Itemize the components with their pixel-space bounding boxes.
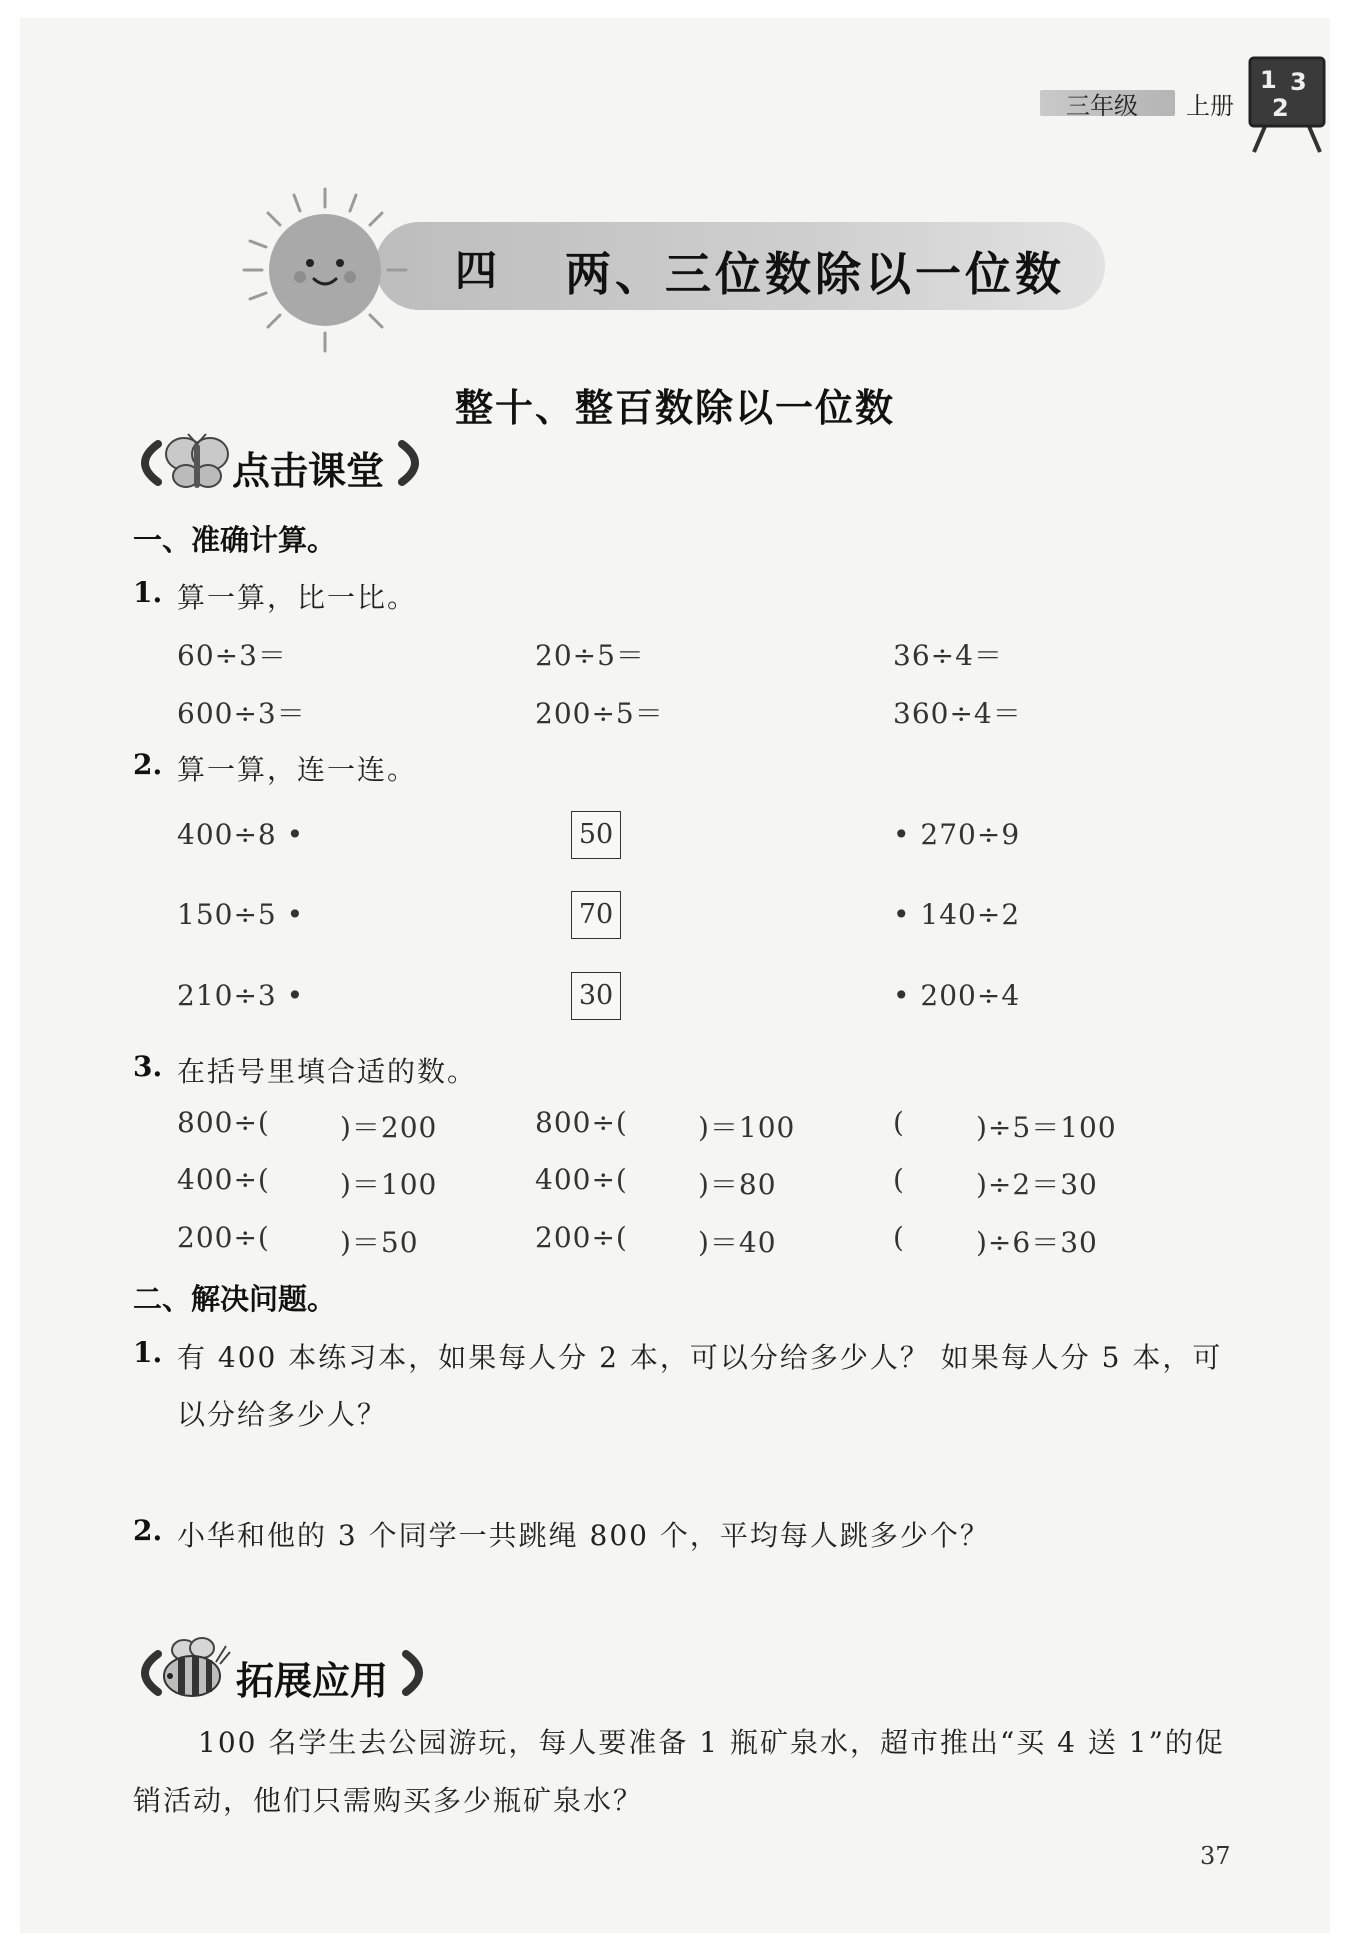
page-number: 37 — [1200, 1842, 1231, 1870]
part2-heading: 二、解决问题。 — [133, 1282, 337, 1316]
q1-number: 1. — [133, 576, 163, 609]
q2-right-expression[interactable]: • 200÷4 — [893, 979, 1021, 1012]
q3-expression-part: ( — [893, 1163, 905, 1196]
lesson-title: 整十、整百数除以一位数 — [454, 386, 895, 430]
q2-number: 2. — [133, 748, 163, 781]
badge-left-cap — [128, 440, 162, 486]
q3-expression-part: )＝50 — [340, 1226, 419, 1259]
q3-expression-part: )÷6＝30 — [976, 1226, 1098, 1259]
q3-expression-part: )÷5＝100 — [976, 1111, 1117, 1144]
q3-expression-part: 400÷( — [177, 1163, 270, 1196]
q2-answer-box[interactable]: 50 — [571, 811, 621, 859]
q3-expression-part: )＝100 — [340, 1168, 438, 1201]
q3-expression-part: )＝80 — [698, 1168, 777, 1201]
q3-expression-part: 400÷( — [535, 1163, 628, 1196]
q1-expression: 600÷3＝ — [177, 697, 306, 730]
chalkboard-icon — [1246, 54, 1328, 154]
q2-answer-box[interactable]: 30 — [571, 972, 621, 1020]
q3-expression-part: 200÷( — [177, 1221, 270, 1254]
board-digit-1: 1 — [1260, 66, 1277, 94]
q3-number: 3. — [133, 1050, 163, 1083]
badge-right-cap — [402, 1650, 436, 1696]
q1-expression: 20÷5＝ — [535, 639, 645, 672]
part1-heading: 一、准确计算。 — [133, 523, 337, 557]
p1-text-line2: 以分给多少人？ — [177, 1398, 388, 1431]
q3-expression-part: 800÷( — [535, 1106, 628, 1139]
q3-expression-part: )＝100 — [698, 1111, 796, 1144]
q3-expression-part: ( — [893, 1221, 905, 1254]
q1-expression: 36÷4＝ — [893, 639, 1003, 672]
q2-right-expression[interactable]: • 140÷2 — [893, 898, 1021, 931]
q3-expression-part: )÷2＝30 — [976, 1168, 1098, 1201]
p1-number: 1. — [133, 1336, 163, 1369]
q1-text: 算一算，比一比。 — [177, 581, 418, 614]
badge-right-cap — [398, 440, 432, 486]
q2-text: 算一算，连一连。 — [177, 753, 418, 786]
bee-icon — [150, 1636, 232, 1702]
q2-left-expression[interactable]: 400÷8 • — [177, 818, 305, 851]
q1-expression: 60÷3＝ — [177, 639, 287, 672]
q3-expression-part: )＝200 — [340, 1111, 438, 1144]
chapter-number: 四 — [455, 246, 500, 295]
section1-badge-label: 点击课堂 — [232, 449, 385, 493]
grade-label: 三年级 — [1066, 92, 1138, 120]
q2-right-expression[interactable]: • 270÷9 — [893, 818, 1021, 851]
q3-expression-part: 200÷( — [535, 1221, 628, 1254]
board-digit-3: 3 — [1290, 68, 1307, 96]
q2-answer-box[interactable]: 70 — [571, 891, 621, 939]
smiling-sun-icon — [240, 185, 410, 355]
butterfly-icon — [162, 432, 232, 494]
p2-number: 2. — [133, 1514, 163, 1547]
p2-text: 小华和他的 3 个同学一共跳绳 800 个，平均每人跳多少个？ — [177, 1519, 990, 1552]
extension-text-line1: 100 名学生去公园游玩，每人要准备 1 瓶矿泉水，超市推出“买 4 送 1”的促 — [198, 1726, 1225, 1759]
board-digit-2: 2 — [1272, 94, 1289, 122]
q3-text: 在括号里填合适的数。 — [177, 1055, 478, 1088]
q2-left-expression[interactable]: 150÷5 • — [177, 898, 305, 931]
p1-text-line1: 有 400 本练习本，如果每人分 2 本，可以分给多少人？ 如果每人分 5 本，可 — [177, 1341, 1223, 1374]
q1-expression: 360÷4＝ — [893, 697, 1022, 730]
q1-expression: 200÷5＝ — [535, 697, 664, 730]
q3-expression-part: ( — [893, 1106, 905, 1139]
section2-badge-label: 拓展应用 — [236, 1659, 389, 1703]
q3-expression-part: )＝40 — [698, 1226, 777, 1259]
volume-label: 上册 — [1186, 92, 1234, 120]
q2-left-expression[interactable]: 210÷3 • — [177, 979, 305, 1012]
chapter-title: 两、三位数除以一位数 — [565, 247, 1065, 301]
q3-expression-part: 800÷( — [177, 1106, 270, 1139]
extension-text-line2: 销活动，他们只需购买多少瓶矿泉水？ — [133, 1784, 644, 1817]
